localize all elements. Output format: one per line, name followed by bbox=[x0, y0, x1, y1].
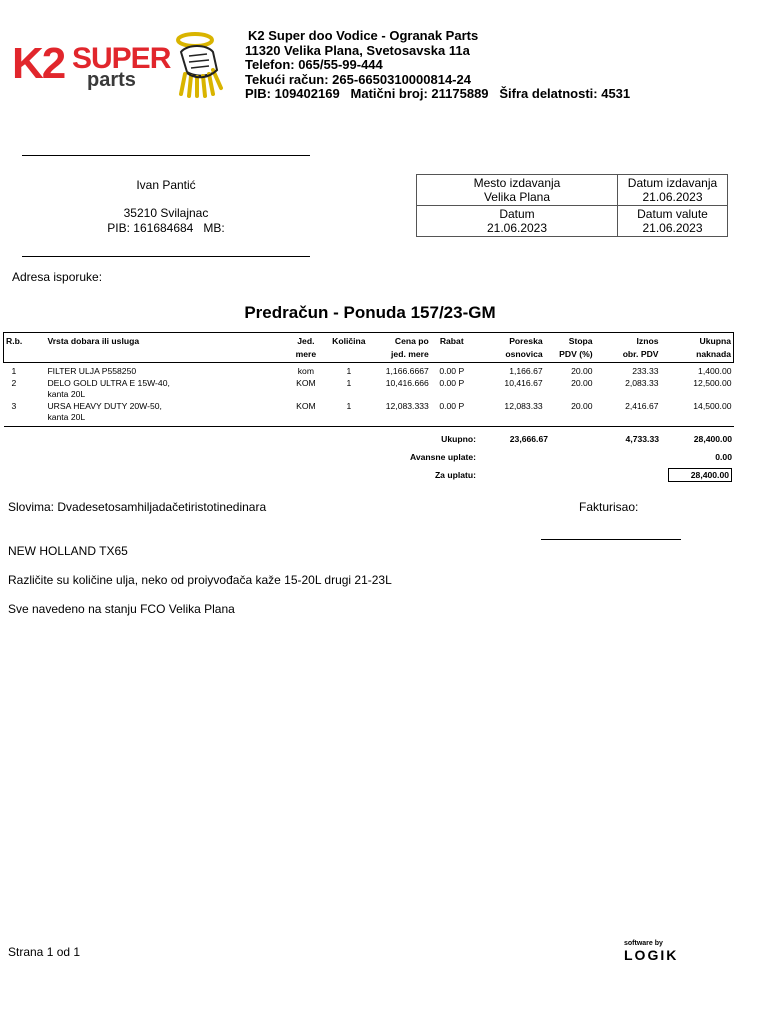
col-name: Vrsta dobara ili usluga bbox=[47, 336, 140, 346]
logo-super: SUPER bbox=[72, 42, 171, 75]
amount-in-words: Slovima: Dvadesetosamhiljadačetiristotinedinara bbox=[8, 500, 267, 514]
hand-mascot-icon bbox=[167, 30, 233, 98]
row-total: 14,500.00 bbox=[661, 401, 734, 427]
document-title: Predračun - Ponuda 157/23-GM bbox=[244, 303, 496, 322]
row-rate: 20.00 bbox=[545, 401, 595, 427]
delivery-address-label: Adresa isporuke: bbox=[12, 270, 103, 284]
company-info bbox=[245, 29, 630, 102]
customer-city: 35210 Svilajnac bbox=[123, 206, 209, 220]
issue-date-cell bbox=[618, 175, 728, 206]
row-unit: kom bbox=[297, 366, 314, 376]
row-unit: KOM bbox=[285, 401, 327, 427]
company-address: 11320 Velika Plana, Svetosavska 11a bbox=[245, 42, 470, 58]
totals-due-row bbox=[3, 466, 734, 484]
sum-base: 23,666.67 bbox=[509, 434, 548, 444]
value-date: 21.06.2023 bbox=[642, 221, 703, 235]
row-name: FILTER ULJA P558250 bbox=[47, 366, 137, 376]
col-discount: Rabat bbox=[439, 336, 464, 346]
col-vat: Iznos obr. PDV bbox=[622, 336, 659, 359]
totals-advance-row bbox=[3, 448, 734, 466]
company-name: K2 Super doo Vodice - Ogranak Parts bbox=[248, 28, 479, 43]
issue-date-label: Datum izdavanja bbox=[627, 176, 718, 190]
note-stock: Sve navedeno na stanju FCO Velika Plana bbox=[8, 602, 235, 616]
row-rb: 1 bbox=[11, 366, 17, 376]
company-phone: Telefon: 065/55-99-444 bbox=[245, 57, 383, 73]
issue-place: Velika Plana bbox=[483, 190, 551, 204]
row-base: 1,166.67 bbox=[509, 366, 543, 376]
customer-top-rule bbox=[22, 155, 310, 156]
software-brand bbox=[624, 940, 678, 963]
customer-pib: PIB: 161684684 MB: bbox=[107, 221, 225, 235]
row-base: 10,416.67 bbox=[504, 377, 543, 388]
table-row bbox=[4, 378, 734, 401]
row-discount: 0.00 P bbox=[431, 401, 473, 427]
page-number: Strana 1 od 1 bbox=[8, 945, 81, 959]
row-vat: 2,416.67 bbox=[595, 401, 661, 427]
signature-line bbox=[541, 539, 681, 540]
issue-info-box bbox=[416, 174, 728, 237]
col-qty: Količina bbox=[332, 336, 366, 346]
col-unit: Jed. mere bbox=[295, 336, 317, 359]
software-by-label: software by bbox=[624, 940, 663, 947]
company-ids: PIB: 109402169 Matični broj: 21175889 Šifra delatnosti: 4531 bbox=[245, 86, 631, 102]
customer-block bbox=[22, 178, 310, 236]
date-label: Datum bbox=[499, 207, 535, 221]
row-rb: 3 bbox=[4, 401, 46, 427]
due-label: Za uplatu: bbox=[434, 470, 476, 480]
col-total: Ukupna naknada bbox=[696, 336, 731, 359]
logo-parts: parts bbox=[87, 69, 136, 91]
logo-k2: K2 bbox=[12, 39, 65, 88]
table-row bbox=[4, 401, 734, 427]
sum-total: 28,400.00 bbox=[693, 434, 732, 444]
col-rate: Stopa PDV (%) bbox=[559, 336, 593, 359]
invoiced-by-label: Fakturisao: bbox=[579, 500, 639, 514]
customer-bottom-rule bbox=[22, 256, 310, 257]
row-vat: 2,083.33 bbox=[625, 377, 659, 388]
row-discount: 0.00 P bbox=[439, 377, 465, 388]
issue-place-cell bbox=[417, 175, 618, 206]
row-qty: 1 bbox=[346, 377, 352, 388]
row-price: 12,083.333 bbox=[371, 401, 431, 427]
row-rate: 20.00 bbox=[571, 366, 593, 376]
col-base: Poreska osnovica bbox=[505, 336, 543, 359]
row-unit: KOM bbox=[296, 377, 316, 388]
value-date-cell bbox=[618, 206, 728, 237]
col-price: Cena po jed. mere bbox=[391, 336, 429, 359]
sum-label-text: Ukupno: bbox=[441, 434, 476, 444]
date-value: 21.06.2023 bbox=[486, 221, 548, 235]
row-discount: 0.00 P bbox=[439, 366, 465, 376]
row-name: URSA HEAVY DUTY 20W-50, kanta 20L bbox=[45, 401, 284, 427]
row-total: 12,500.00 bbox=[693, 377, 732, 388]
note-quantities: Različite su količine ulja, neko od proiyvođača kaže 15-20L drugi 21-23L bbox=[8, 573, 392, 587]
advance-value: 0.00 bbox=[715, 452, 732, 462]
advance-label: Avansne uplate: bbox=[409, 452, 476, 462]
table-row bbox=[4, 363, 734, 378]
logik-brand: LOGIK bbox=[624, 947, 679, 963]
date-cell bbox=[417, 206, 618, 237]
row-price: 10,416.666 bbox=[385, 377, 429, 388]
totals-sum-row bbox=[3, 430, 734, 448]
company-logo bbox=[12, 30, 227, 102]
sum-vat: 4,733.33 bbox=[625, 434, 659, 444]
due-value: 28,400.00 bbox=[668, 468, 732, 482]
issue-date: 21.06.2023 bbox=[642, 190, 703, 204]
row-vat: 233.33 bbox=[632, 366, 659, 376]
sum-label bbox=[3, 430, 371, 448]
row-price: 1,166.6667 bbox=[385, 366, 429, 376]
customer-name: Ivan Pantić bbox=[136, 178, 196, 192]
items-table bbox=[3, 332, 734, 427]
row-rate: 20.00 bbox=[571, 377, 593, 388]
row-base: 12,083.33 bbox=[473, 401, 545, 427]
value-date-label: Datum valute bbox=[637, 207, 708, 221]
note-model: NEW HOLLAND TX65 bbox=[8, 544, 128, 558]
row-qty: 1 bbox=[346, 366, 352, 376]
items-header-row bbox=[4, 333, 734, 363]
row-qty: 1 bbox=[327, 401, 371, 427]
company-account: Tekući račun: 265-6650310000814-24 bbox=[245, 71, 471, 87]
col-rb: R.b. bbox=[6, 336, 23, 346]
totals-table bbox=[3, 430, 734, 484]
row-rb: 2 bbox=[11, 377, 17, 388]
row-name: DELO GOLD ULTRA E 15W-40, kanta 20L bbox=[47, 377, 170, 399]
issue-place-label: Mesto izdavanja bbox=[473, 176, 561, 190]
row-total: 1,400.00 bbox=[698, 366, 732, 376]
